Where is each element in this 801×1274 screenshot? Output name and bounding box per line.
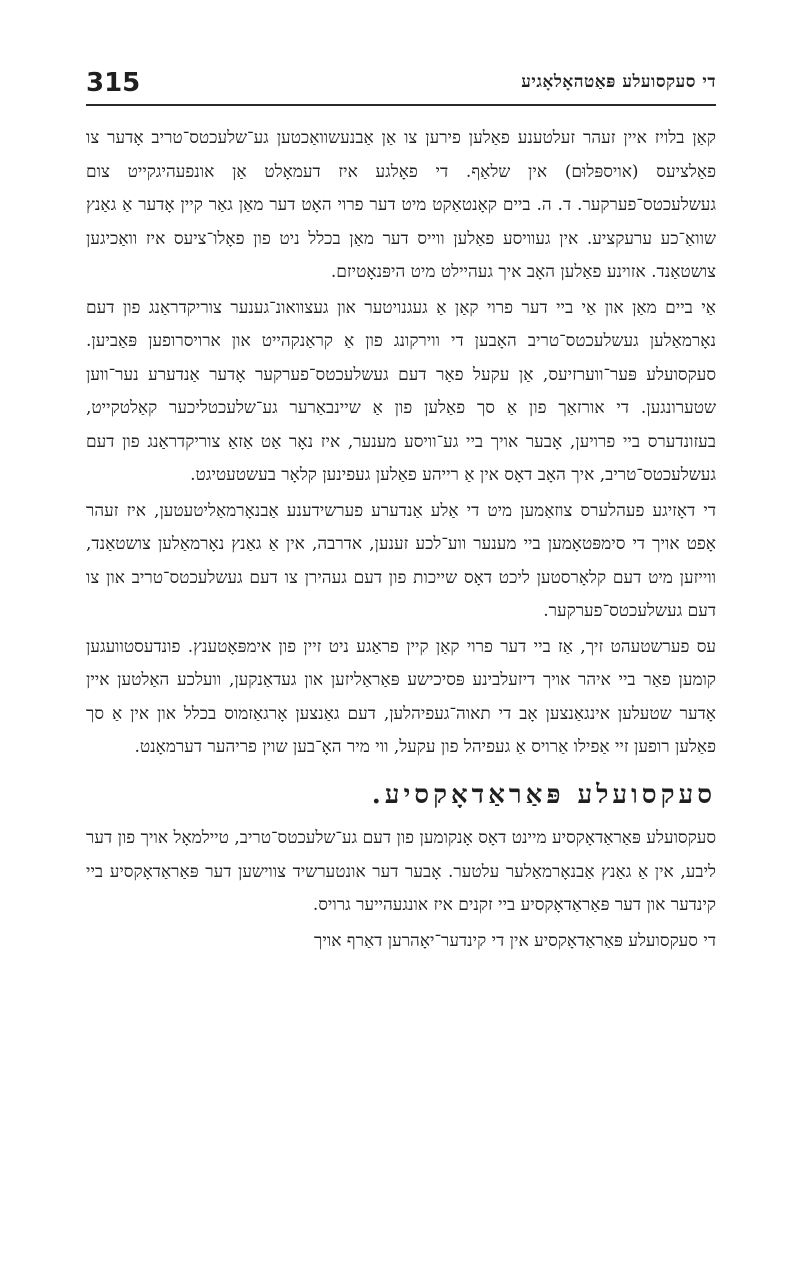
- header-rule: [86, 104, 716, 106]
- section-paragraph-1: סעקסועלע פּאַראַדאָקסיע מיינט דאָס אָנקומען פון דעם גע־שלעכטס־טריב, טיילמאָל אויך פון דער ליבע, אין אַ גאַנץ אַבנאָרמאַלער עלטער. אָבער דער אונטערשיד צווישען דער פּאַראַדאָקסיע ביי קינדער און דער פּאַראַדאָקסיע ביי זקנים איז אונגעהייער גרויס.: [86, 828, 716, 915]
- section-heading: סעקסועלע פּאַראַדאָקסיע.: [371, 779, 716, 810]
- paragraph-2: אַי ביים מאַן און אַי ביי דער פרוי קאַן אַ געגנויטער און געצוואונ־גענער צוריקדראַנג פון דעם נאָרמאַלען געשלעכטס־טריב האָבען די ווירקונג פון אַ קראַנקהייט און ארויסרופען פּאַביען. סעקסועלע פּער־ווערזיעס, אַן עקעל פאַר דעם געשלעכטס־פערקער אָדער אַנדערע נער־ווען שטערונגען. די אורזאַך פון אַ סך פאַלען פון אַ שיינבאַרער גע־שלעכטליכער קאַלטקייט, בעזונדערס ביי פרויען, אָבער אויך ביי גע־וויסע מענער, איז נאָר אַט אַזאַ צוריקדראַנג פון דעם געשלעכטס־טריב, איך האָב דאָס אין אַ רייהע פאַלען געפינען קלאָר בעשטעטיגט.: [86, 297, 716, 485]
- page-header: [86, 70, 716, 114]
- book-page: [86, 70, 716, 1250]
- running-title: די סעקסועלע פּאַטהאָלאָגיע: [521, 72, 716, 92]
- body-text: [86, 122, 716, 958]
- paragraph-3: די דאָזיגע פעהלערס צוזאַמען מיט די אַלע אַנדערע פערשידענע אַבנאָרמאַליטעטען, איז זעהר אָפט אויך די סימפּטאָמען ביי מענער ווע־לכע זענען, אדרבה, אין אַ גאַנץ נאָרמאַלען צושטאַנד, ווייזען מיט דעם קלאָרסטען ליכט דאָס שייכות פון דעם געהירן צו דעם געשלעכטס־טריב און צו דעם געשלעכטס־פערקער.: [86, 500, 716, 621]
- paragraph-1: קאַן בלויז איין זעהר זעלטענע פאַלען פירען צו אַן אַבנעשוואַכטען גע־שלעכטס־טריב אָדער צו פאַלציעס (אויספּלוּם) אין שלאַף. די פאָלגע איז דעמאָלט אַן אונפעהיגקייט צום געשלעכטס־פערקער. ד. ה. ביים קאָנטאַקט מיט דער פרוי האָט דער מאַן גאַר קיין אָדער אַ גאַנץ שוואַ־כע ערעקציע. אין געוויסע פאַלען ווייס דער מאַן בכלל ניט פון פאָלו־ציעס איז וואַכיגען צושטאַנד. אזוינע פאַלען האָב איך געהיילט מיט היפּנאָטיזם.: [86, 128, 716, 282]
- section-paragraph-2: די סעקסועלע פּאַראַדאָקסיע אין די קינדער־יאָהרען דאַרף אויך: [314, 930, 716, 951]
- paragraph-4: עס פערשטעהט זיך, אַז ביי דער פרוי קאַן קיין פראַגע ניט זיין פון אימפּאָטענץ. פונדעסטוועגען קומען פאַר ביי איהר אויך דיזעלבינע פּסיכישע פּאַראַליזען און געדאַנקען, וועלכע האַלטען איין אָדער שטעלען אינגאַנצען אָב די תאוה־געפיהלען, דעם גאַנצען אָרגאַזמוס בכלל און אין אַ סך פאַלען רופען זיי אַפילו אַרויס אַ געפיהל פון עקעל, ווי מיר האָ־בען שוין פריהער דערמאָנט.: [86, 636, 716, 757]
- page-number: 315: [86, 68, 141, 98]
